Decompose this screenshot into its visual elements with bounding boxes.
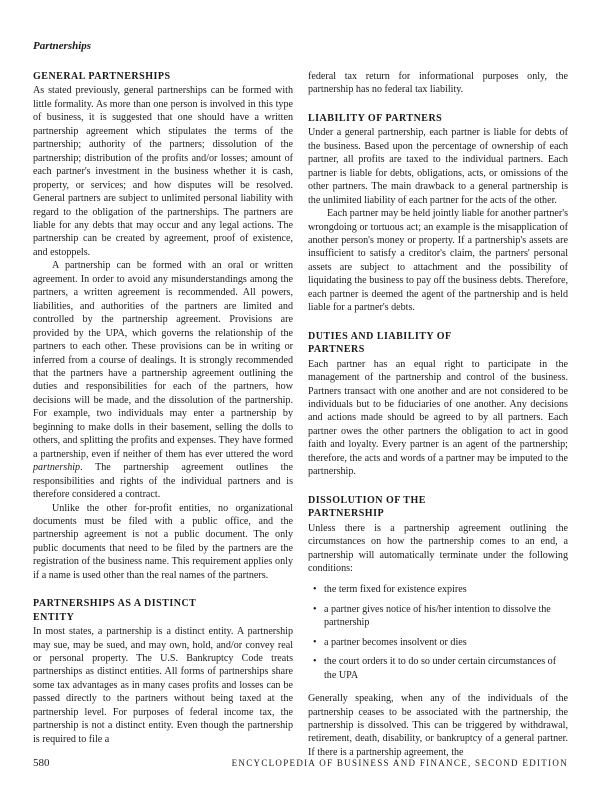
- section-general-partnerships: [33, 70, 293, 582]
- paragraph-text: A partnership can be formed with an oral or written agreement. In order to avoid any misunderstandings among the partners, a written agreement is recommended. All powers, liabilities, and authorities of the partners are limited and controlled by the partnership agreement. Provisions are provided by the UPA, which governs the relationship of the partners to each other. These provisions can be in writing or inferred from a course of dealings. It is strongly recommended that the partners have a partnership agreement outlining the duties and responsibilities for each of the partners, how decisions will be made, and the dissolution of the partnership. For example, two individuals may enter a partnership by beginning to make dolls in their basement, selling the dolls to others, and splitting the profits and expenses. They have formed a partnership, even if neither of them has ever uttered the word: [33, 260, 293, 460]
- right-column: [308, 70, 568, 759]
- bullet-item: • a partner gives notice of his/her intention to dissolve the partnership: [308, 603, 568, 630]
- section-heading: GENERAL PARTNERSHIPS: [33, 71, 171, 82]
- emphasis-term: partnership: [33, 462, 81, 474]
- section-dissolution: [308, 494, 568, 760]
- section-heading: [33, 597, 293, 624]
- heading-line: PARTNERS: [308, 344, 365, 356]
- book-title: ENCYCLOPEDIA OF BUSINESS AND FINANCE, SECOND EDITION: [231, 758, 568, 768]
- paragraph: As stated previously, general partnerships can be formed with little formality. As more than one person is involved in this type of business, it is suggested that one should have a written partnership agreement which stipulates the terms of the partnership; authority of the partners; dissolution of the partnership; distribution of the profits and/or losses; amount of each partner's investment in the business whether it is cash, property, or services; and how disputes will be resolved. General partners are subject to unlimited personal liability with regard to the obligation of the partnerships. The partners are liable for any debts that may occur and any legal actions. The partnership can be created by agreement, proof of existence, and estoppels.: [33, 85, 293, 258]
- running-head: Partnerships: [33, 40, 92, 52]
- bullet-item: • the court orders it to do so under certain circumstances of the UPA: [308, 655, 568, 682]
- paragraph: Under a general partnership, each partner is liable for debts of the business. Based upon the percentage of ownership of each partner, all profits are taxed to the individual partners. Each partner is liable for debts, obligations, acts, or omissions of the other partners. The main drawback to a general partnership is the unlimited liability of each partner for the acts of the other.: [308, 127, 568, 206]
- heading-line: PARTNERSHIPS AS A DISTINCT: [33, 598, 197, 610]
- bullet-list: [308, 583, 568, 682]
- section-distinct-entity: [33, 597, 293, 746]
- left-column: [33, 70, 293, 746]
- heading-line: DISSOLUTION OF THE: [308, 494, 426, 506]
- paragraph: Each partner has an equal right to participate in the management of the partnership and control of the business. Partners transact with one another and are not considered to be individuals but to be fiduciaries of one another. Any decisions and actions made should be agreed to by all partners. Each partner owes the other partners the obligation to act in good faith and loyalty. Every partner is an agent of the partnership; therefore, the acts and words of a partner may be imputed to the partnership.: [308, 358, 568, 478]
- paragraph: [33, 259, 293, 501]
- section-heading: LIABILITY OF PARTNERS: [308, 112, 443, 124]
- bullet-item: • the term fixed for existence expires: [308, 583, 568, 596]
- section-heading: [308, 330, 568, 357]
- paragraph: In most states, a partnership is a distinct entity. A partnership may sue, may be sued, and may own, hold, and/or convey real or personal property. The U.S. Bankruptcy Code treats partnerships as distinct entities. All forms of partnerships share some tax advantages as in many cases profits and losses can be passed directly to the partners without being taxed at the partnership level. For purposes of federal income tax, the partnership is not a distinct entity. Even though the partnership is required to file a: [33, 626, 293, 745]
- heading-line: ENTITY: [33, 611, 75, 623]
- paragraph: Unless there is a partnership agreement outlining the circumstances on how the partnership comes to an end, a partnership will automatically terminate under the following conditions:: [308, 522, 568, 574]
- heading-line: DUTIES AND LIABILITY OF: [308, 330, 452, 342]
- paragraph-text: . The partnership agreement outlines the responsibilities and rights of the individual partners and is therefore considered a contract.: [33, 462, 293, 501]
- bullet-item: • a partner becomes insolvent or dies: [308, 636, 568, 649]
- paragraph: Each partner may be held jointly liable for another partner's wrongdoing or tortuous act; an example is the misapplication of another person's money or property. If a partnership's assets are insufficient to satisfy a creditor's claim, the partners' personal assets are subject to attachment and the possibility of liquidating the business to pay off the business debts. Therefore, each partner is deemed the agent of the partnership and is held liable for a partner's debts.: [308, 208, 568, 314]
- paragraph: Unlike the other for-profit entities, no organizational documents must be filed with a public office, and the partnership agreement is not a public document. The only public documents that need to be filed by the partners are the registration of the business name. This requirement applies only if a name is used other than the real names of the partners.: [33, 502, 293, 581]
- heading-line: PARTNERSHIP: [308, 508, 385, 520]
- paragraph-continuation: federal tax return for informational purposes only, the partnership has no federal tax liability.: [308, 71, 568, 96]
- section-heading: [308, 494, 568, 521]
- section-liability-of-partners: [308, 112, 568, 315]
- paragraph: Generally speaking, when any of the individuals of the partnership ceases to be associated with the partnership, the partnership is dissolved. This can be triggered by withdrawal, retirement, death, disability, or bankruptcy of a general partner. If there is a partnership agreement, the: [308, 693, 568, 758]
- page-number: 580: [33, 757, 50, 769]
- section-duties-and-liability: [308, 330, 568, 479]
